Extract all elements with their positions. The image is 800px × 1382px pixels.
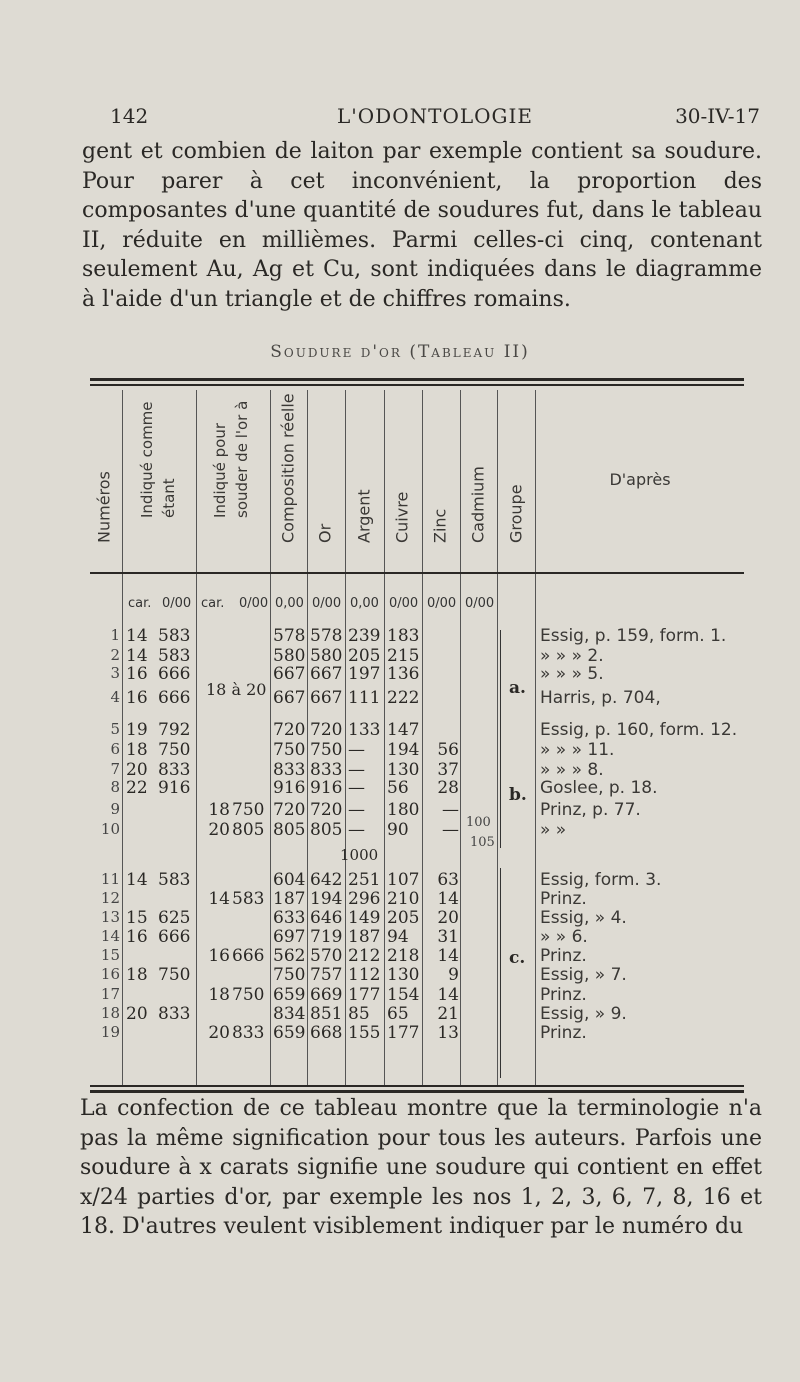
cell-or: 570 xyxy=(310,946,343,966)
cell-ic: 16 xyxy=(126,688,148,708)
cell-cr: 834 xyxy=(273,1004,306,1024)
cell-n: 2 xyxy=(110,646,120,664)
cell-zn: — xyxy=(442,820,459,840)
cell-n: 17 xyxy=(100,985,120,1003)
cell-source: Goslee, p. 18. xyxy=(540,778,658,798)
cell-ag: 197 xyxy=(348,664,381,684)
cell-ic: 20 xyxy=(126,1004,148,1024)
cell-zn: — xyxy=(442,800,459,820)
col-header-indique: Indiqué comme étant xyxy=(138,401,178,518)
col-header-souder: Indiqué pour souder de l'or à xyxy=(211,400,251,518)
cell-im: 833 xyxy=(158,760,191,780)
cell-sm: 583 xyxy=(232,889,265,909)
cell-cu: 90 xyxy=(387,820,409,840)
cell-cr: 580 xyxy=(273,646,306,666)
cell-cu: 215 xyxy=(387,646,420,666)
cell-cr: 720 xyxy=(273,720,306,740)
cell-or: 757 xyxy=(310,965,343,985)
cell-source: Essig, » 7. xyxy=(540,965,627,985)
cell-zn: 14 xyxy=(437,889,459,909)
cell-zn: 14 xyxy=(437,985,459,1005)
journal-title: L'ODONTOLOGIE xyxy=(337,104,533,128)
cell-sc: 16 xyxy=(208,946,230,966)
cell-im: 833 xyxy=(158,1004,191,1024)
cell-or: 750 xyxy=(310,740,343,760)
cell-cr: 578 xyxy=(273,626,306,646)
cell-n: 6 xyxy=(110,740,120,758)
cell-ic: 18 xyxy=(126,965,148,985)
cell-source: » » » 2. xyxy=(540,646,604,666)
column-divider xyxy=(122,390,123,1085)
cell-im: 583 xyxy=(158,626,191,646)
cell-cu: 210 xyxy=(387,889,420,909)
cell-source: Prinz. xyxy=(540,1023,587,1043)
cell-cu: 183 xyxy=(387,626,420,646)
group-brace xyxy=(496,744,501,848)
cadmium-value: 105 xyxy=(470,835,495,850)
cell-or: 851 xyxy=(310,1004,343,1024)
cell-ic: 14 xyxy=(126,626,148,646)
cell-n: 14 xyxy=(100,927,120,945)
merged-cell-18a20: 18 à 20 xyxy=(206,680,267,699)
cell-or: 719 xyxy=(310,927,343,947)
cell-sm: 833 xyxy=(232,1023,265,1043)
paragraph-bottom: La confection de ce tableau montre que la terminologie n'a pas la même signification pour tous les auteurs. Parfois une soudure à x carats signifie une soudure qui contient en effet x/24 parties d'or, par exemple les nos 1, 2, 3, 6, 7, 8, 16 et 18. D'autres veulent visiblement indiquer par le numéro du xyxy=(80,1096,762,1239)
cell-cr: 187 xyxy=(273,889,306,909)
cell-zn: 28 xyxy=(437,778,459,798)
cell-or: 194 xyxy=(310,889,343,909)
col-header-compo: Composition réelle xyxy=(278,393,298,543)
cell-cr: 667 xyxy=(273,688,306,708)
cell-cr: 916 xyxy=(273,778,306,798)
cell-sc: 20 xyxy=(208,820,230,840)
cell-or: 667 xyxy=(310,664,343,684)
cell-zn: 63 xyxy=(437,870,459,890)
cell-or: 667 xyxy=(310,688,343,708)
cell-cu: 56 xyxy=(387,778,409,798)
cell-cu: 130 xyxy=(387,760,420,780)
cell-source: Essig, » 9. xyxy=(540,1004,627,1024)
table-top-rule xyxy=(90,378,744,381)
cell-ag: 296 xyxy=(348,889,381,909)
cell-zn: 37 xyxy=(437,760,459,780)
cell-sm: 750 xyxy=(232,800,265,820)
cell-source: » » » 8. xyxy=(540,760,604,780)
cell-n: 3 xyxy=(110,664,120,682)
cell-cu: 147 xyxy=(387,720,420,740)
cell-source: » » xyxy=(540,820,567,840)
header-separator-rule xyxy=(90,572,744,574)
cell-ic: 16 xyxy=(126,664,148,684)
cell-source: Essig, p. 159, form. 1. xyxy=(540,626,727,646)
cell-cu: 205 xyxy=(387,908,420,928)
cell-cr: 833 xyxy=(273,760,306,780)
cell-or: 669 xyxy=(310,985,343,1005)
cell-or: 642 xyxy=(310,870,343,890)
cell-ag: — xyxy=(348,760,365,780)
cell-cr: 697 xyxy=(273,927,306,947)
cell-ic: 15 xyxy=(126,908,148,928)
cell-im: 583 xyxy=(158,646,191,666)
cell-im: 750 xyxy=(158,965,191,985)
unit-cadmium: 0/00 xyxy=(465,596,495,611)
cell-or: 720 xyxy=(310,800,343,820)
table-caption: Soudure d'or (Tableau II) xyxy=(270,342,530,362)
group-brace xyxy=(496,630,501,750)
col-header-dapres: D'après xyxy=(609,470,671,489)
cell-or: 916 xyxy=(310,778,343,798)
cell-cu: 180 xyxy=(387,800,420,820)
cell-ag: 85 xyxy=(348,1004,370,1024)
cell-sc: 14 xyxy=(208,889,230,909)
unit-or: 0/00 xyxy=(312,596,342,611)
cell-source: Prinz. xyxy=(540,985,587,1005)
unit-compo: 0,00 xyxy=(275,596,304,611)
cell-zn: 14 xyxy=(437,946,459,966)
cell-ic: 22 xyxy=(126,778,148,798)
table-bottom-rule-2 xyxy=(90,1090,744,1093)
cell-cu: 136 xyxy=(387,664,420,684)
cell-cr: 667 xyxy=(273,664,306,684)
cell-im: 792 xyxy=(158,720,191,740)
cell-n: 7 xyxy=(110,760,120,778)
cell-ag: 155 xyxy=(348,1023,381,1043)
cell-n: 15 xyxy=(100,946,120,964)
cell-sc: 18 xyxy=(208,985,230,1005)
unit-permille: 0/00 xyxy=(239,596,269,611)
cell-cu: 194 xyxy=(387,740,420,760)
cell-ag: — xyxy=(348,740,365,760)
cell-cu: 94 xyxy=(387,927,409,947)
cell-source: Prinz, p. 77. xyxy=(540,800,641,820)
cell-im: 916 xyxy=(158,778,191,798)
unit-argent: 0,00 xyxy=(350,596,379,611)
cell-cr: 562 xyxy=(273,946,306,966)
cell-or: 833 xyxy=(310,760,343,780)
unit-permille: 0/00 xyxy=(162,596,192,611)
cell-sc: 20 xyxy=(208,1023,230,1043)
cell-cu: 130 xyxy=(387,965,420,985)
col-header-numeros: Numéros xyxy=(94,471,114,543)
cell-source: Essig, form. 3. xyxy=(540,870,662,890)
cell-n: 9 xyxy=(110,800,120,818)
cell-ic: 16 xyxy=(126,927,148,947)
cell-ag: 133 xyxy=(348,720,381,740)
cell-source: Prinz. xyxy=(540,946,587,966)
cell-ic: 14 xyxy=(126,870,148,890)
cell-ag: 112 xyxy=(348,965,381,985)
cell-im: 666 xyxy=(158,664,191,684)
cell-ag: — xyxy=(348,778,365,798)
cell-n: 12 xyxy=(100,889,120,907)
unit-car: car. xyxy=(201,596,225,611)
cell-zn: 20 xyxy=(437,908,459,928)
cell-zn: 56 xyxy=(437,740,459,760)
column-divider xyxy=(535,390,536,1085)
cell-ag: — xyxy=(348,820,365,840)
cell-source: Essig, p. 160, form. 12. xyxy=(540,720,738,740)
cell-source: » » » 11. xyxy=(540,740,615,760)
group-label-a: a. xyxy=(509,678,526,698)
cell-sm: 666 xyxy=(232,946,265,966)
col-header-cuivre: Cuivre xyxy=(392,491,412,543)
cell-source: Essig, » 4. xyxy=(540,908,627,928)
cell-ic: 19 xyxy=(126,720,148,740)
cell-im: 666 xyxy=(158,688,191,708)
cell-zn: 31 xyxy=(437,927,459,947)
unit-cuivre: 0/00 xyxy=(389,596,419,611)
col-header-or: Or xyxy=(315,523,335,543)
col-header-groupe: Groupe xyxy=(506,484,526,543)
cell-source: Harris, p. 704, xyxy=(540,688,661,708)
issue-date: 30-IV-17 xyxy=(675,104,760,128)
group-brace xyxy=(496,868,501,1078)
cell-ag: 177 xyxy=(348,985,381,1005)
cell-cr: 604 xyxy=(273,870,306,890)
cell-ag: 111 xyxy=(348,688,381,708)
cell-cr: 659 xyxy=(273,985,306,1005)
unit-car: car. xyxy=(128,596,152,611)
cell-or: 646 xyxy=(310,908,343,928)
cell-n: 4 xyxy=(110,688,120,706)
cell-cr: 750 xyxy=(273,740,306,760)
cell-n: 11 xyxy=(100,870,120,888)
cell-source: » » » 5. xyxy=(540,664,604,684)
page-number: 142 xyxy=(110,104,149,128)
cell-n: 18 xyxy=(100,1004,120,1022)
cell-or: 580 xyxy=(310,646,343,666)
cell-or: 720 xyxy=(310,720,343,740)
cell-n: 1 xyxy=(110,626,120,644)
cell-ic: 14 xyxy=(126,646,148,666)
cell-im: 750 xyxy=(158,740,191,760)
cell-ag: 212 xyxy=(348,946,381,966)
cell-n: 16 xyxy=(100,965,120,983)
cell-n: 5 xyxy=(110,720,120,738)
cell-cr: 633 xyxy=(273,908,306,928)
cell-ag: 239 xyxy=(348,626,381,646)
table-top-rule-2 xyxy=(90,384,744,386)
cell-or: 805 xyxy=(310,820,343,840)
cell-zn: 13 xyxy=(437,1023,459,1043)
cell-sm: 805 xyxy=(232,820,265,840)
cell-n: 13 xyxy=(100,908,120,926)
cell-cu: 218 xyxy=(387,946,420,966)
cell-cu: 222 xyxy=(387,688,420,708)
paragraph-top: gent et combien de laiton par exemple contient sa soudure. Pour parer à cet inconvénient, la proportion des composantes d'une quantité de soudures fut, dans le tableau II, réduite en millièmes. Parmi celles-ci cinq, contenant seulement Au, Ag et Cu, sont indiquées dans le diagramme à l'aide d'un triangle et de chiffres romains. xyxy=(82,139,762,312)
cell-or: 578 xyxy=(310,626,343,646)
cell-ag: 205 xyxy=(348,646,381,666)
cell-cu: 177 xyxy=(387,1023,420,1043)
cell-ag: 251 xyxy=(348,870,381,890)
cell-ic: 20 xyxy=(126,760,148,780)
cell-cu: 154 xyxy=(387,985,420,1005)
cell-n: 10 xyxy=(100,820,120,838)
cell-cr: 720 xyxy=(273,800,306,820)
cell-ag: — xyxy=(348,800,365,820)
cell-n: 19 xyxy=(100,1023,120,1041)
col-header-cadmium: Cadmium xyxy=(468,466,488,543)
col-header-zinc: Zinc xyxy=(430,508,450,543)
page-header xyxy=(110,104,760,134)
col-header-argent: Argent xyxy=(354,489,374,543)
cell-ag: 187 xyxy=(348,927,381,947)
cell-cu: 107 xyxy=(387,870,420,890)
cell-cr: 750 xyxy=(273,965,306,985)
unit-zinc: 0/00 xyxy=(427,596,457,611)
cell-or: 668 xyxy=(310,1023,343,1043)
cell-cr: 805 xyxy=(273,820,306,840)
table-bottom-rule xyxy=(90,1085,744,1087)
cell-zn: 9 xyxy=(448,965,459,985)
cell-n: 8 xyxy=(110,778,120,796)
cell-cr: 659 xyxy=(273,1023,306,1043)
cell-im: 666 xyxy=(158,927,191,947)
column-divider xyxy=(196,390,197,1085)
cell-source: » » 6. xyxy=(540,927,588,947)
cell-zn: 21 xyxy=(437,1004,459,1024)
cell-sc: 18 xyxy=(208,800,230,820)
cell-ic: 18 xyxy=(126,740,148,760)
sum-label-1000: 1000 xyxy=(340,846,379,864)
cell-im: 583 xyxy=(158,870,191,890)
cell-source: Prinz. xyxy=(540,889,587,909)
cell-ag: 149 xyxy=(348,908,381,928)
cell-cu: 65 xyxy=(387,1004,409,1024)
cell-im: 625 xyxy=(158,908,191,928)
group-label-c: c. xyxy=(509,948,526,968)
cell-sm: 750 xyxy=(232,985,265,1005)
cadmium-value: 100 xyxy=(466,815,491,830)
group-label-b: b. xyxy=(509,785,527,805)
